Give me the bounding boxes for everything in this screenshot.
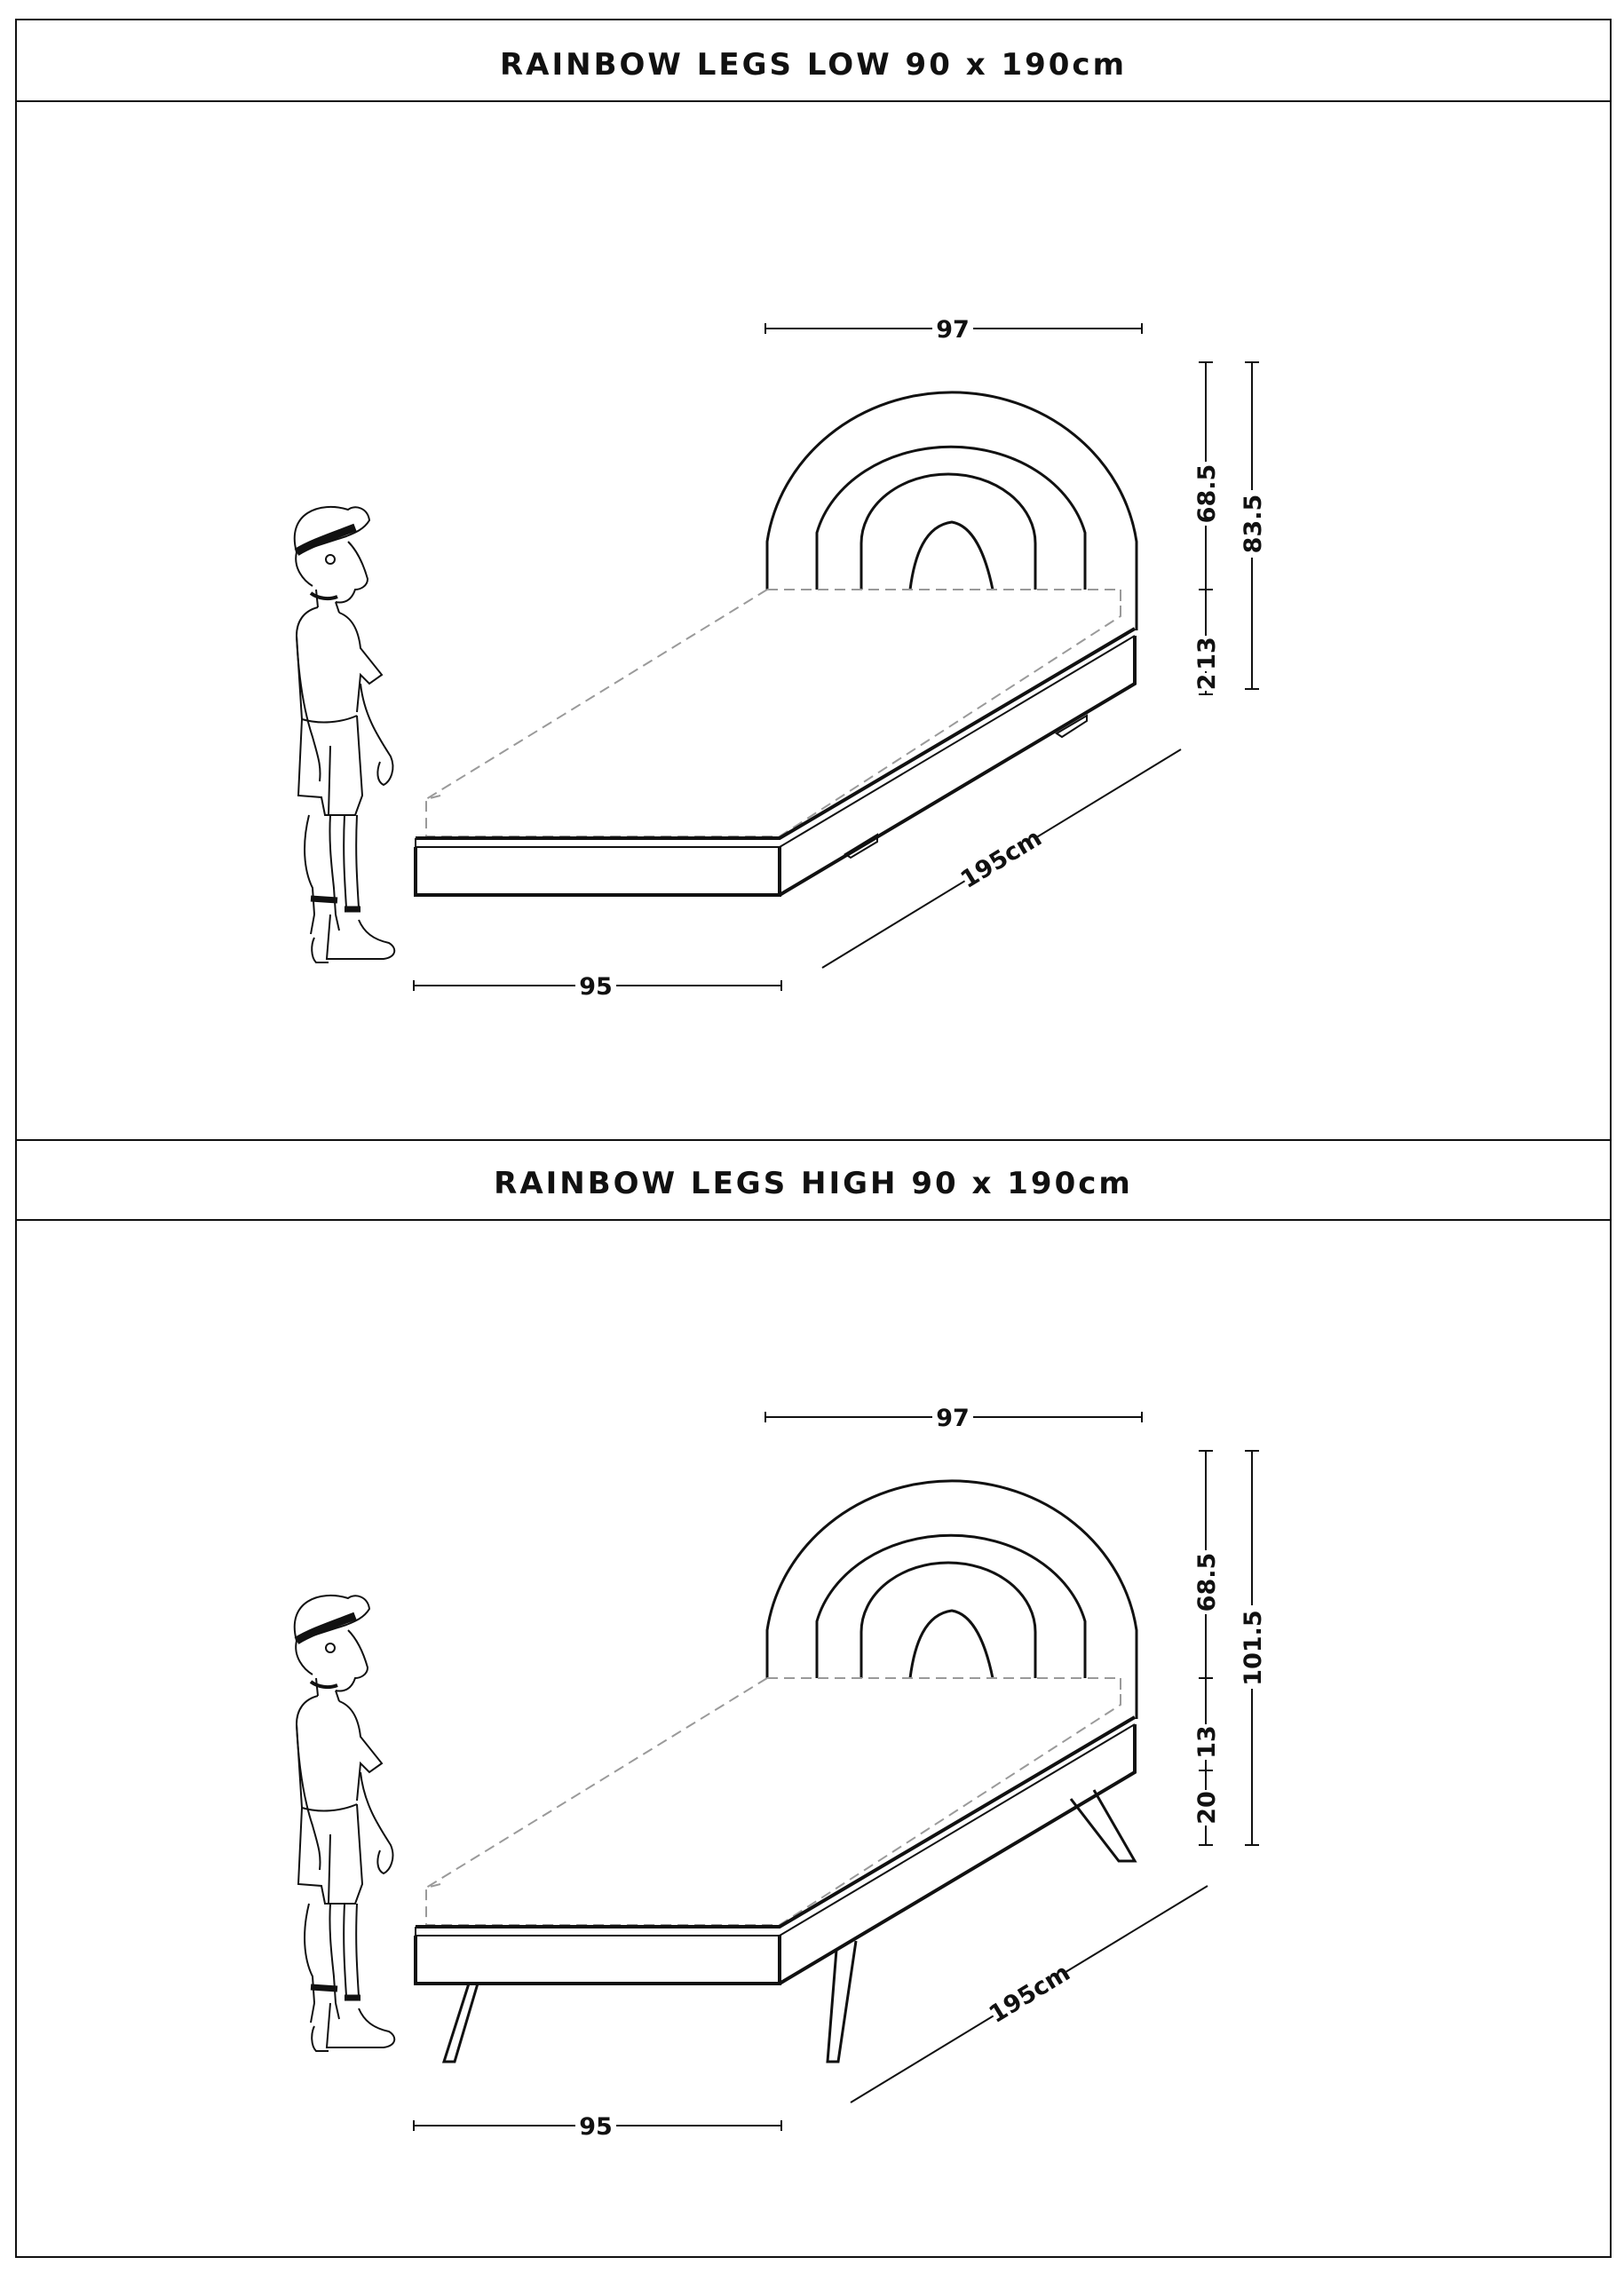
dim-headboard-width-high: 97 — [936, 1405, 970, 1432]
page-border — [16, 20, 1611, 2257]
bed-low — [416, 392, 1137, 895]
leg-front-right — [828, 1941, 856, 2062]
dim-headboard-height-high: 68.5 — [1193, 1552, 1221, 1612]
leg-front-left — [444, 1984, 478, 2062]
dim-total-height-high: 101.5 — [1240, 1610, 1267, 1686]
dim-length-high: 195cm — [984, 1959, 1075, 2029]
dim-frame-height-high: 13 — [1193, 1725, 1221, 1759]
dim-headboard-width-low: 97 — [936, 316, 970, 344]
dim-width-low: 95 — [579, 973, 613, 1001]
leg-back-right — [1071, 1790, 1135, 1861]
dim-leg-height-high: 20 — [1193, 1791, 1221, 1825]
bed-high — [416, 1481, 1137, 1984]
dim-leg-height-low: 2 — [1193, 673, 1221, 691]
dim-total-height-low: 83.5 — [1240, 494, 1267, 554]
child-figure-high — [295, 1596, 395, 2051]
dim-frame-height-low: 13 — [1193, 637, 1221, 670]
dim-length-low: 195cm — [955, 824, 1047, 894]
panel-title-low: RAINBOW LEGS LOW 90 x 190cm — [499, 47, 1128, 83]
panel-high-drawing — [295, 1401, 1268, 2141]
panel-low-drawing — [295, 313, 1268, 1001]
panel-title-high: RAINBOW LEGS HIGH 90 x 190cm — [494, 1166, 1133, 1201]
dim-width-high: 95 — [579, 2113, 613, 2141]
child-figure-low — [295, 507, 395, 962]
dim-headboard-height-low: 68.5 — [1193, 463, 1221, 524]
